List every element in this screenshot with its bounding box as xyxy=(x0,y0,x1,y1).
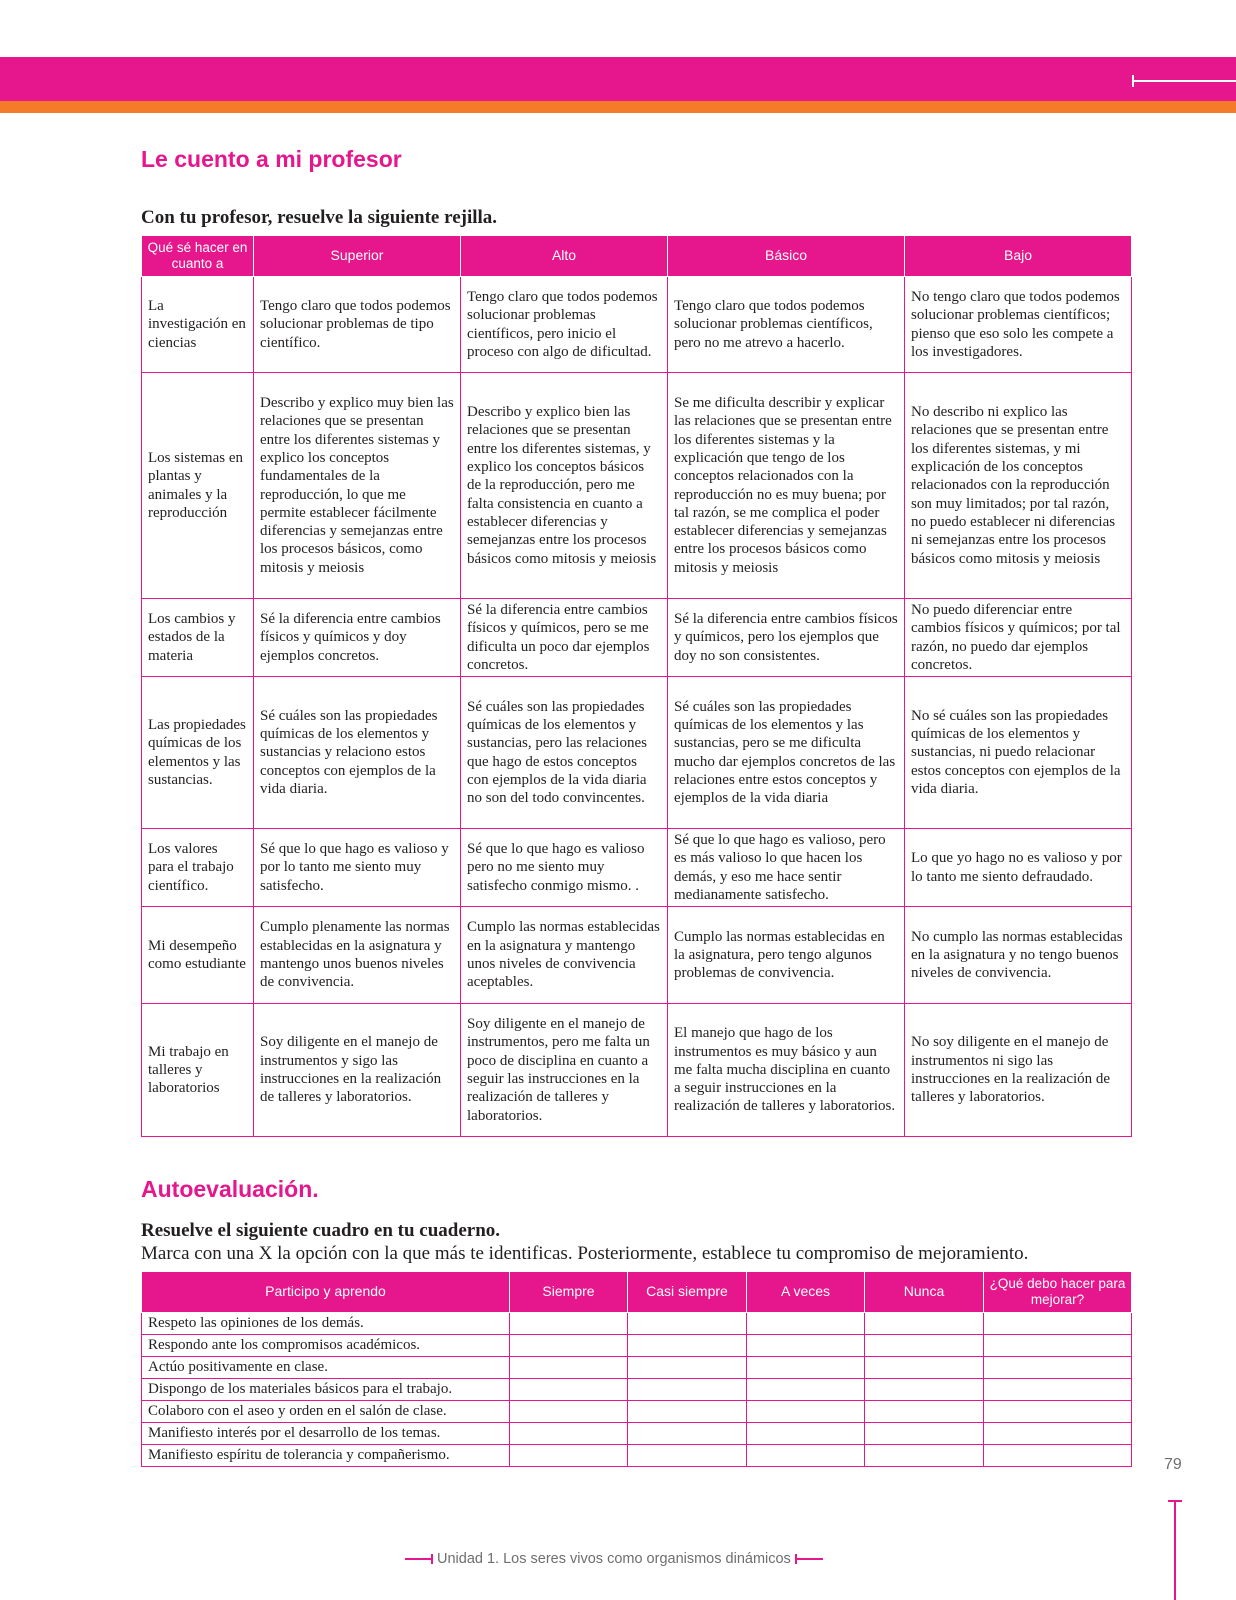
rubric-header-criteria: Qué sé hacer en cuanto a xyxy=(142,236,254,277)
header-band-orange xyxy=(0,101,1236,113)
rubric-table xyxy=(141,235,1132,1137)
rubric-cell-bajo: No soy diligente en el manejo de instrumentos ni sigo las instrucciones en la realización de talleres y laboratorios. xyxy=(905,1004,1132,1137)
autoeval-cell-mejorar xyxy=(984,1313,1132,1335)
rubric-header-alto: Alto xyxy=(461,236,668,277)
autoeval-cell-casi-siempre xyxy=(628,1423,747,1445)
autoeval-cell-nunca xyxy=(865,1423,984,1445)
rubric-row xyxy=(142,373,1132,599)
rubric-row xyxy=(142,907,1132,1004)
rubric-cell-alto: Describo y explico bien las relaciones que se presentan entre los diferentes sistemas, y explico los conceptos básicos de la reproducción, pero me falta consistencia en cuanto a establecer diferencias y semejanzas entre los procesos básicos como mitosis y meiosis xyxy=(461,373,668,599)
rubric-cell-basico: Sé cuáles son las propiedades químicas de los elementos y las sustancias, pero se me dificulta mucho dar ejemplos concretos de las relaciones entre estos conceptos y ejemplos de la vida diaria xyxy=(668,677,905,829)
autoeval-statement: Respondo ante los compromisos académicos. xyxy=(142,1335,510,1357)
rubric-cell-basico: Tengo claro que todos podemos solucionar problemas científicos, pero no me atrevo a hacerlo. xyxy=(668,277,905,373)
page-number: 79 xyxy=(1164,1456,1182,1473)
autoeval-header-casi-siempre: Casi siempre xyxy=(628,1272,747,1313)
autoeval-statement: Manifiesto espíritu de tolerancia y compañerismo. xyxy=(142,1445,510,1467)
autoeval-cell-siempre xyxy=(510,1335,628,1357)
rubric-cell-superior: Sé la diferencia entre cambios físicos y químicos y doy ejemplos concretos. xyxy=(254,599,461,677)
autoeval-cell-nunca xyxy=(865,1335,984,1357)
rubric-row xyxy=(142,829,1132,907)
rubric-cell-basico: El manejo que hago de los instrumentos es muy básico y aun me falta mucha disciplina en cuanto a seguir instrucciones en la realización de talleres y laboratorios. xyxy=(668,1004,905,1137)
autoeval-cell-siempre xyxy=(510,1313,628,1335)
autoeval-cell-mejorar xyxy=(984,1423,1132,1445)
autoeval-cell-casi-siempre xyxy=(628,1379,747,1401)
autoeval-statement: Respeto las opiniones de los demás. xyxy=(142,1313,510,1335)
autoeval-cell-siempre xyxy=(510,1401,628,1423)
autoeval-cell-a-veces xyxy=(747,1423,865,1445)
rubric-cell-criteria: Las propiedades químicas de los elementos y las sustancias. xyxy=(142,677,254,829)
autoeval-subinstruction: Marca con una X la opción con la que más te identificas. Posteriormente, establece tu compromiso de mejoramiento. xyxy=(141,1243,1029,1264)
rubric-cell-bajo: No cumplo las normas establecidas en la asignatura y no tengo buenos niveles de convivencia. xyxy=(905,907,1132,1004)
footer-text: Los seres vivos como organismos dinámicos xyxy=(503,1551,791,1567)
header-tick-cap xyxy=(1132,75,1134,87)
rubric-cell-alto: Soy diligente en el manejo de instrumentos, pero me falta un poco de disciplina en cuanto a seguir las instrucciones en la realización de talleres y laboratorios. xyxy=(461,1004,668,1137)
footer-dash-right xyxy=(795,1558,823,1560)
rubric-header-row xyxy=(142,236,1132,277)
autoeval-statement: Actúo positivamente en clase. xyxy=(142,1357,510,1379)
rubric-cell-criteria: Los sistemas en plantas y animales y la reproducción xyxy=(142,373,254,599)
rubric-row xyxy=(142,1004,1132,1137)
rubric-row xyxy=(142,277,1132,373)
autoeval-cell-mejorar xyxy=(984,1379,1132,1401)
rubric-cell-basico: Sé la diferencia entre cambios físicos y químicos, pero los ejemplos que doy no son consistentes. xyxy=(668,599,905,677)
autoeval-header-siempre: Siempre xyxy=(510,1272,628,1313)
section-title-le-cuento: Le cuento a mi profesor xyxy=(141,146,402,172)
header-band-pink xyxy=(0,57,1236,101)
autoeval-statement: Colaboro con el aseo y orden en el salón de clase. xyxy=(142,1401,510,1423)
autoeval-cell-nunca xyxy=(865,1445,984,1467)
autoeval-header-nunca: Nunca xyxy=(865,1272,984,1313)
rubric-cell-alto: Cumplo las normas establecidas en la asignatura y mantengo unos niveles de convivencia aceptables. xyxy=(461,907,668,1004)
autoeval-table xyxy=(141,1271,1132,1467)
autoeval-cell-casi-siempre xyxy=(628,1445,747,1467)
autoeval-statement: Dispongo de los materiales básicos para el trabajo. xyxy=(142,1379,510,1401)
autoeval-row xyxy=(142,1423,1132,1445)
rubric-cell-bajo: No tengo claro que todos podemos solucionar problemas científicos; pienso que eso solo les compete a los investigadores. xyxy=(905,277,1132,373)
autoeval-cell-nunca xyxy=(865,1313,984,1335)
rubric-cell-criteria: Mi trabajo en talleres y laboratorios xyxy=(142,1004,254,1137)
rubric-cell-criteria: Los cambios y estados de la materia xyxy=(142,599,254,677)
autoeval-cell-a-veces xyxy=(747,1379,865,1401)
autoeval-row xyxy=(142,1445,1132,1467)
rubric-cell-alto: Tengo claro que todos podemos solucionar problemas científicos, pero inicio el proceso con algo de dificultad. xyxy=(461,277,668,373)
page-margin-line xyxy=(1174,1500,1176,1600)
autoeval-instruction: Resuelve el siguiente cuadro en tu cuaderno. xyxy=(141,1220,501,1241)
autoeval-cell-mejorar xyxy=(984,1357,1132,1379)
rubric-cell-criteria: Mi desempeño como estudiante xyxy=(142,907,254,1004)
autoeval-cell-casi-siempre xyxy=(628,1313,747,1335)
autoeval-cell-siempre xyxy=(510,1423,628,1445)
autoeval-cell-mejorar xyxy=(984,1335,1132,1357)
footer xyxy=(405,1551,823,1567)
rubric-cell-bajo: Lo que yo hago no es valioso y por lo tanto me siento defraudado. xyxy=(905,829,1132,907)
autoeval-cell-casi-siempre xyxy=(628,1357,747,1379)
autoeval-cell-nunca xyxy=(865,1379,984,1401)
autoeval-cell-a-veces xyxy=(747,1445,865,1467)
rubric-row xyxy=(142,599,1132,677)
rubric-header-basico: Básico xyxy=(668,236,905,277)
autoeval-cell-casi-siempre xyxy=(628,1335,747,1357)
autoeval-cell-nunca xyxy=(865,1357,984,1379)
rubric-cell-superior: Cumplo plenamente las normas establecidas en la asignatura y mantengo unos buenos niveles de convivencia. xyxy=(254,907,461,1004)
rubric-header-bajo: Bajo xyxy=(905,236,1132,277)
page-margin-line-cap xyxy=(1168,1500,1182,1502)
autoeval-cell-a-veces xyxy=(747,1357,865,1379)
autoeval-cell-siempre xyxy=(510,1357,628,1379)
autoeval-cell-casi-siempre xyxy=(628,1401,747,1423)
autoeval-cell-siempre xyxy=(510,1445,628,1467)
footer-dash-left xyxy=(405,1558,433,1560)
rubric-cell-alto: Sé la diferencia entre cambios físicos y químicos, pero se me dificulta un poco dar ejemplos concretos. xyxy=(461,599,668,677)
rubric-row xyxy=(142,677,1132,829)
header-tick-line xyxy=(1132,80,1236,82)
autoeval-header-mejorar: ¿Qué debo hacer para mejorar? xyxy=(984,1272,1132,1313)
rubric-cell-bajo: No sé cuáles son las propiedades químicas de los elementos y sustancias, ni puedo relacionar estos conceptos con ejemplos de la vida diaria. xyxy=(905,677,1132,829)
rubric-header-superior: Superior xyxy=(254,236,461,277)
rubric-cell-criteria: Los valores para el trabajo científico. xyxy=(142,829,254,907)
rubric-cell-superior: Tengo claro que todos podemos solucionar problemas de tipo científico. xyxy=(254,277,461,373)
section-title-autoevaluacion: Autoevaluación. xyxy=(141,1176,319,1202)
rubric-cell-bajo: No describo ni explico las relaciones que se presentan entre los diferentes sistemas, y mi explicación de los conceptos relacionados con la reproducción son muy limitados; por tal razón, no puedo establecer ni diferencias ni semejanzas entre los procesos básicos como mitosis y meiosis xyxy=(905,373,1132,599)
rubric-cell-superior: Sé que lo que hago es valioso y por lo tanto me siento muy satisfecho. xyxy=(254,829,461,907)
footer-label xyxy=(437,1551,791,1567)
autoeval-statement: Manifiesto interés por el desarrollo de los temas. xyxy=(142,1423,510,1445)
autoeval-header-a-veces: A veces xyxy=(747,1272,865,1313)
rubric-cell-bajo: No puedo diferenciar entre cambios físicos y químicos; por tal razón, no puedo dar ejemplos concretos. xyxy=(905,599,1132,677)
rubric-cell-alto: Sé que lo que hago es valioso pero no me siento muy satisfecho conmigo mismo. . xyxy=(461,829,668,907)
autoeval-header-participo: Participo y aprendo xyxy=(142,1272,510,1313)
autoeval-row xyxy=(142,1401,1132,1423)
autoeval-cell-nunca xyxy=(865,1401,984,1423)
rubric-instruction: Con tu profesor, resuelve la siguiente rejilla. xyxy=(141,207,498,228)
autoeval-cell-a-veces xyxy=(747,1313,865,1335)
footer-unit: Unidad 1. xyxy=(437,1551,500,1567)
autoeval-cell-a-veces xyxy=(747,1335,865,1357)
autoeval-cell-a-veces xyxy=(747,1401,865,1423)
autoeval-cell-siempre xyxy=(510,1379,628,1401)
rubric-cell-superior: Soy diligente en el manejo de instrumentos y sigo las instrucciones en la realización de talleres y laboratorios. xyxy=(254,1004,461,1137)
autoeval-row xyxy=(142,1313,1132,1335)
rubric-cell-basico: Cumplo las normas establecidas en la asignatura, pero tengo algunos problemas de convivencia. xyxy=(668,907,905,1004)
rubric-cell-basico: Se me dificulta describir y explicar las relaciones que se presentan entre los diferentes sistemas y la explicación que tengo de los conceptos relacionados con la reproducción no es muy buena; por tal razón, se me complica el poder establecer diferencias y semejanzas entre los procesos básicos como mitosis y meiosis xyxy=(668,373,905,599)
rubric-cell-criteria: La investigación en ciencias xyxy=(142,277,254,373)
autoeval-cell-mejorar xyxy=(984,1401,1132,1423)
autoeval-header-row xyxy=(142,1272,1132,1313)
autoeval-row xyxy=(142,1379,1132,1401)
autoeval-row xyxy=(142,1357,1132,1379)
rubric-cell-basico: Sé que lo que hago es valioso, pero es más valioso lo que hacen los demás, y eso me hace sentir medianamente satisfecho. xyxy=(668,829,905,907)
rubric-cell-superior: Describo y explico muy bien las relaciones que se presentan entre los diferentes sistemas y explico los conceptos fundamentales de la reproducción, lo que me permite establecer fácilmente diferencias y semejanzas entre los procesos básicos, como mitosis y meiosis xyxy=(254,373,461,599)
autoeval-cell-mejorar xyxy=(984,1445,1132,1467)
autoeval-row xyxy=(142,1335,1132,1357)
rubric-cell-superior: Sé cuáles son las propiedades químicas de los elementos y sustancias y relaciono estos conceptos con ejemplos de la vida diaria. xyxy=(254,677,461,829)
rubric-cell-alto: Sé cuáles son las propiedades químicas de los elementos y sustancias, pero las relaciones que hago de estos conceptos con ejemplos de la vida diaria no son del todo convincentes. xyxy=(461,677,668,829)
